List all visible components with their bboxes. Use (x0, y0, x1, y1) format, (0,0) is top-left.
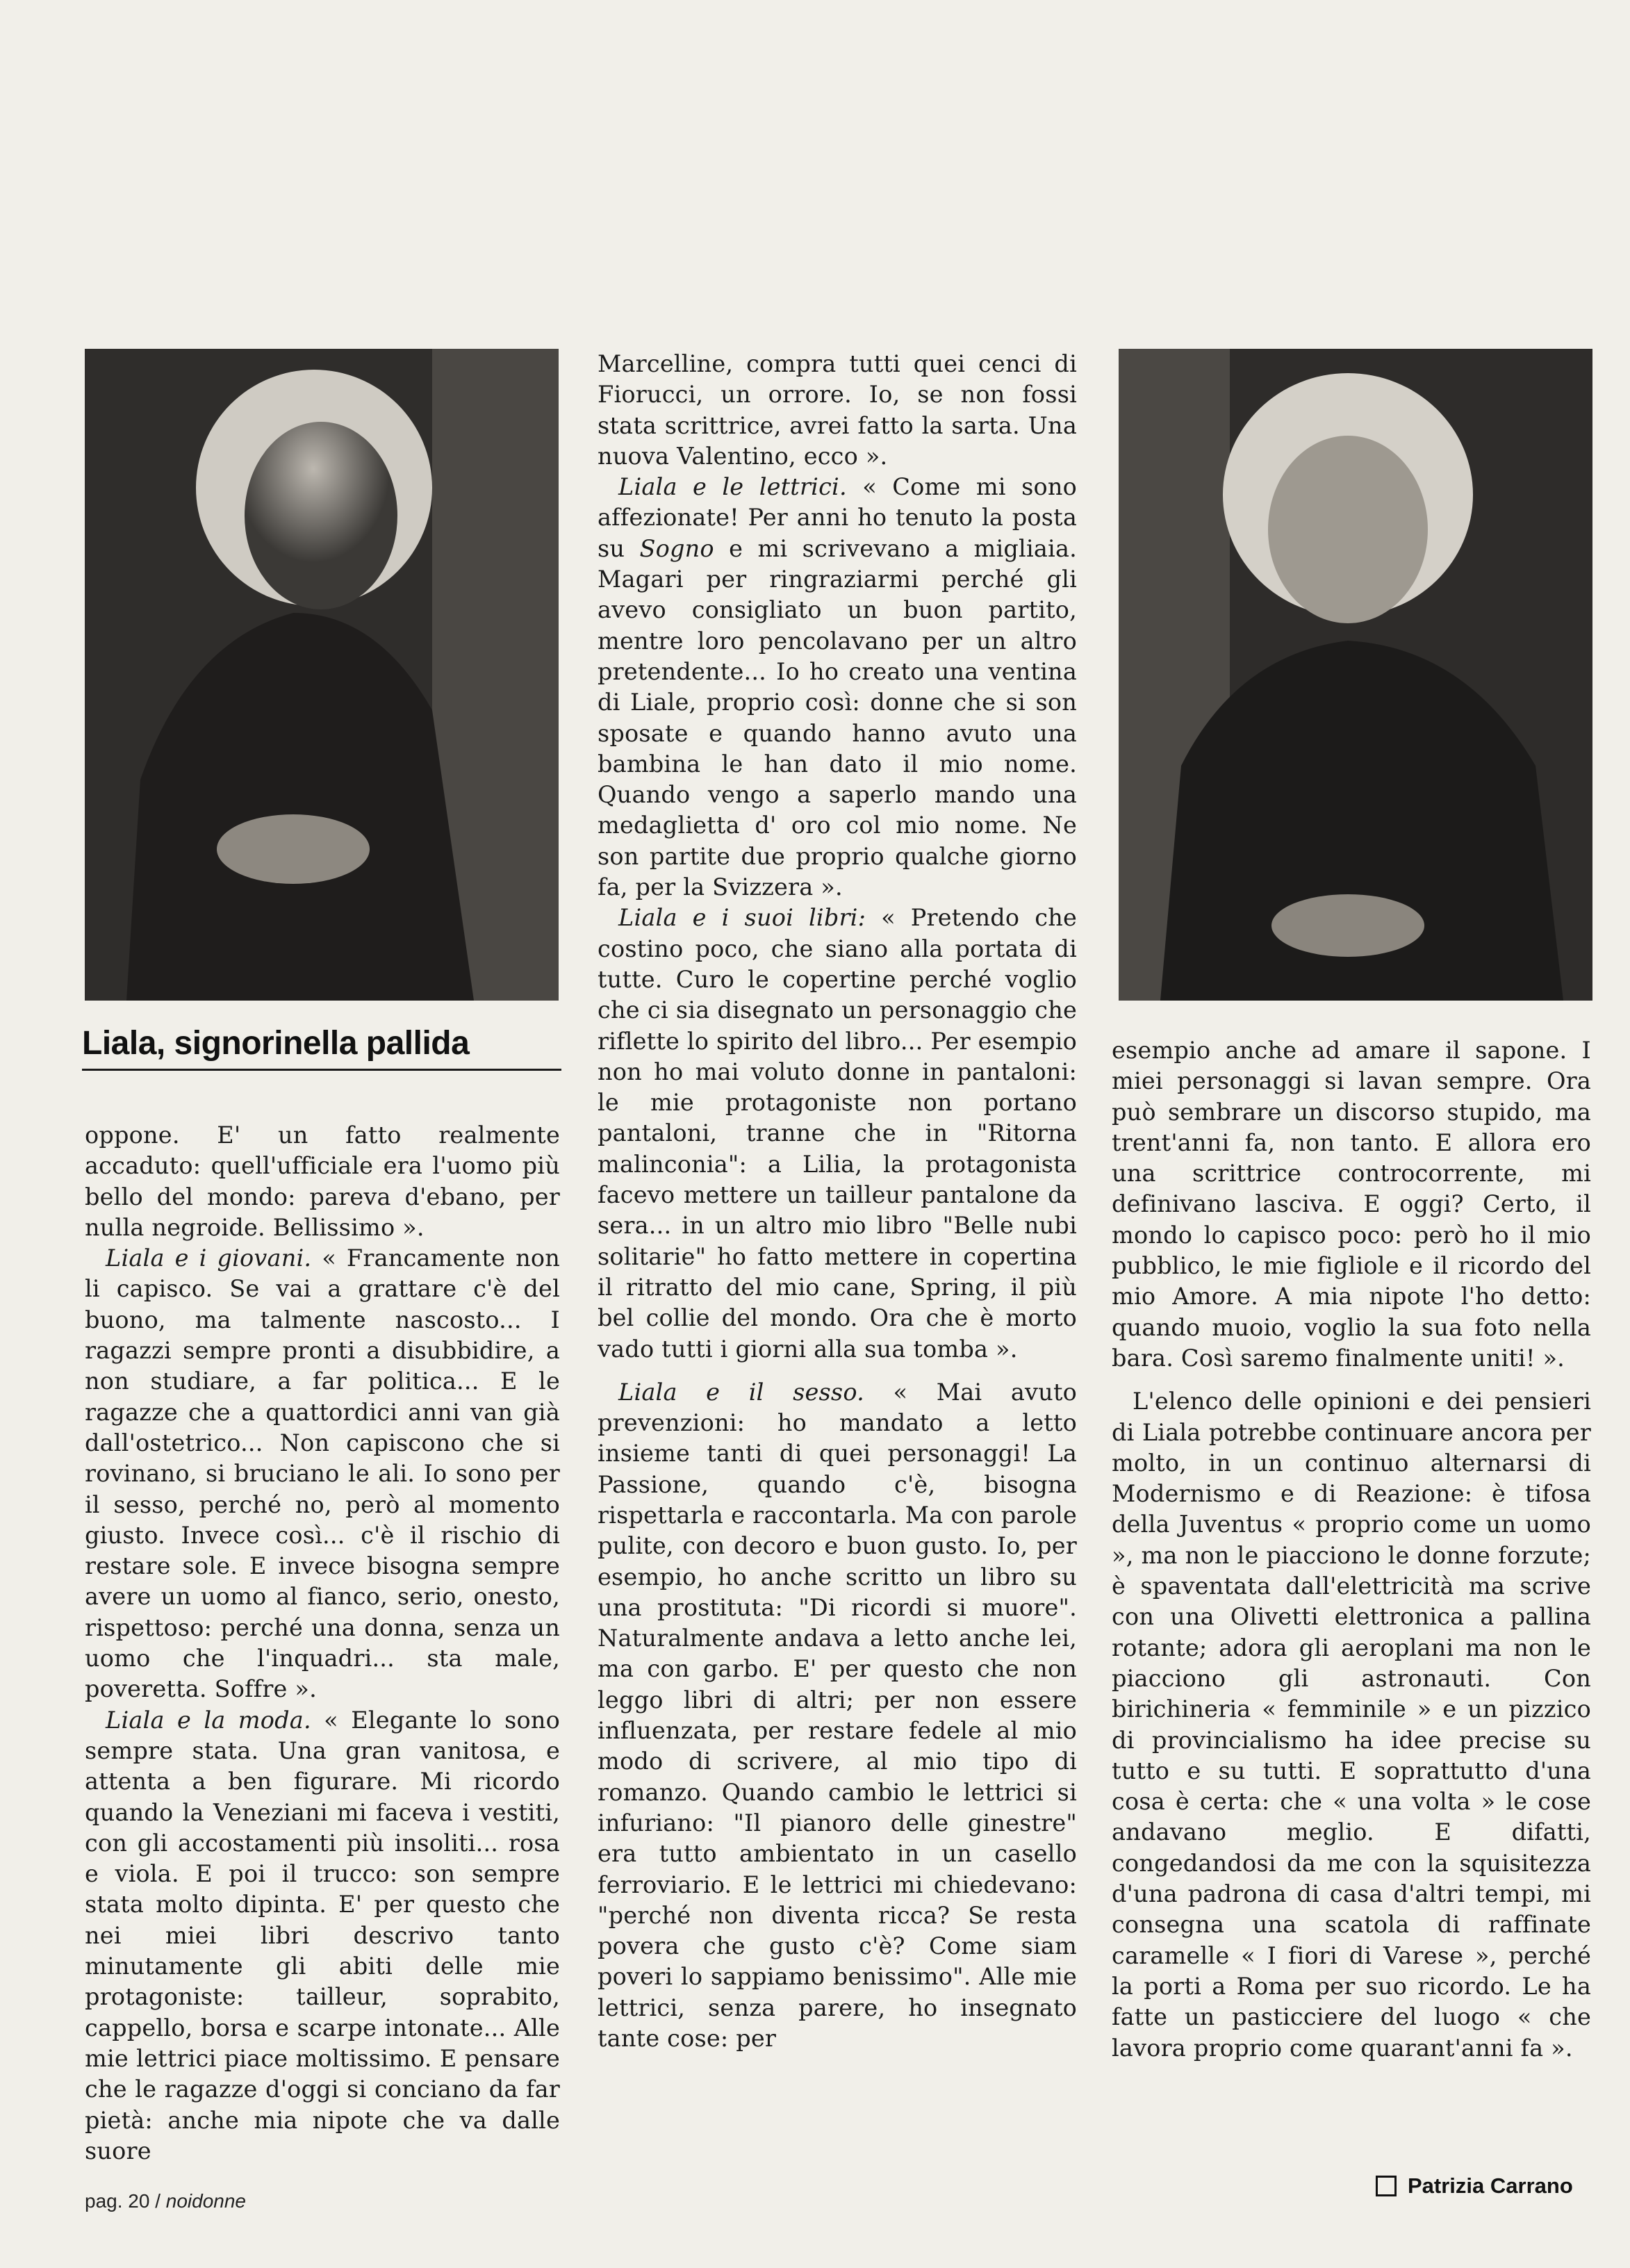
byline (1376, 2174, 1573, 2199)
page-footer: pag. 20 / noidonne (85, 2190, 246, 2212)
section-lead: Liala e la moda. (106, 1706, 311, 1734)
page-number: pag. 20 (85, 2190, 150, 2212)
section-lead: Liala e i giovani. (106, 1244, 312, 1272)
text-column-1 (85, 1120, 560, 2167)
paragraph: L'elenco delle opinioni e dei pensieri di Liala potrebbe continuare ancora per molto, in un continuo alternarsi di Modernismo e di Reazione: è tifosa della Juventus « proprio come un uomo », ma non le piacciono le donne forzute; è spaventata dall'elettricità ma scrive con una Olivetti elettronica a pallina rotante; adora gli aeroplani ma non le piacciono gli astronauti. Con birichineria « femminile » e un pizzico di provincialismo ha idee precise su tutto e su tutti. E soprattutto d'una cosa è certa: che « una volta » le cose andavano meglio. E difatti, congedandosi da me con la squisitezza d'una padrona di casa d'altri tempi, mi consegna una scatola di raffinate caramelle « I fiori di Varese », perché la porti a Roma per suo ricordo. Le ha fatte un pasticciere del luogo « che lavora proprio come quarant'anni fa ». (1112, 1388, 1591, 2062)
section-lead: Liala e i suoi libri: (618, 904, 866, 932)
section-lead: Liala e il sesso. (618, 1378, 864, 1406)
section-lead: Liala e le lettrici. (618, 473, 847, 501)
portrait-photo-right (1119, 349, 1592, 1001)
paragraph: Liala e i suoi libri: « Pretendo che costino poco, che siano alla portata di tutte. Curo le copertine perché voglio che ci sia disegnato un personaggio che riflette lo spirito del libro... Per esempio non ho mai voluto donne in pantaloni: le mie protagoniste non portano pantaloni, tranne che in "Ritorna malinconia": a Lilia, la protagonista facevo mettere un tailleur pantalone da sera... in un altro mio libro "Belle nubi solitarie" ho fatto mettere in copertina il ritratto del mio cane, Spring, il più bel collie del mondo. Ora che è morto vado tutti i giorni alla sua tomba ». (598, 904, 1077, 1363)
paragraph: oppone. E' un fatto realmente accaduto: quell'ufficiale era l'uomo più bello del mondo: pareva d'ebano, per nulla negroide. Bellissimo ». (85, 1121, 560, 1241)
paragraph: Liala e il sesso. « Mai avuto prevenzioni: ho mandato a letto insieme tanti di quei personaggi! La Passione, quando c'è, bisogna rispettarla e raccontarla. Ma con parole pulite, con decoro e buon gusto. Io, per esempio, ho anche scritto un libro su una prostituta: "Di ricordi si muore". Naturalmente andava a letto anche lei, ma con garbo. E' per questo che non leggo libri di altri; per non essere influenzata, per restare fedele al mio modo di scrivere, al mio tipo di romanzo. Quando cambio le lettrici si infuriano: "Il pianoro delle ginestre" era tutto ambientato in un casello ferroviario. E le lettrici mi chiedevano: "perché non diventa ricca? Se resta povera che gusto c'è? Come siam poveri lo sappiamo benissimo". Alle mie lettrici, senza parere, ho insegnato tante cose: per (598, 1378, 1077, 2053)
author-name: Patrizia Carrano (1408, 2174, 1573, 2198)
paragraph: esempio anche ad amare il sapone. I miei personaggi si lavan sempre. Ora può sembrare un discorso stupido, ma trent'anni fa, non tanto. E allora ero una scrittrice controcorrente, mi definivano lasciva. E oggi? Certo, il mondo lo capisco poco: però ho il mio pubblico, le mie figliole e il ricordo del mio Amore. A mia nipote l'ho detto: quando muoio, voglio la sua foto nella bara. Così saremo finalmente uniti! ». (1112, 1037, 1591, 1372)
magazine-name: noidonne (165, 2190, 246, 2212)
square-bullet-icon (1376, 2176, 1397, 2196)
portrait-photo-left (85, 349, 559, 1001)
text-column-2 (598, 349, 1077, 2054)
paragraph: Liala e la moda. « Elegante lo sono sempre stata. Una gran vanitosa, e attenta a ben figurare. Mi ricordo quando la Veneziani mi faceva i vestiti, con gli accostamenti più insoliti... rosa e viola. E poi il trucco: son sempre stata molto dipinta. E' per questo che nei miei libri descrivo tanto minutamente gli abiti delle mie protagoniste: tailleur, soprabito, cappello, borsa e scarpe intonate... Alle mie lettrici piace moltissimo. E pensare che le ragazze d'oggi si conciano da far pietà: anche mia nipote che va dalle suore (85, 1706, 560, 2164)
paragraph: Liala e i giovani. « Francamente non li capisco. Se vai a grattare c'è del buono, ma talmente nascosto... I ragazzi sempre pronti a disubbidire, a non studiare, a far politica... E le ragazze che a quattordici anni van già dall'ostetrico... Non capiscono che si rovinano, si bruciano le ali. Io sono per il sesso, perché no, però al momento giusto. Invece così... c'è il rischio di restare sole. E invece bisogna sempre avere un uomo al fianco, serio, onesto, rispettoso: perché una donna, senza un uomo che l'inquadri... sta male, poveretta. Soffre ». (85, 1244, 561, 1703)
paragraph: Marcelline, compra tutti quei cenci di Fiorucci, un orrore. Io, se non fossi stata scrittrice, avrei fatto la sarta. Una nuova Valentino, ecco ». (598, 350, 1077, 470)
text-column-3 (1112, 1035, 1591, 2064)
article-headline: Liala, signorinella pallida (82, 1023, 561, 1071)
paragraph: Liala e le lettrici. « Come mi sono affezionate! Per anni ho tenuto la posta su Sogno e mi scrivevano a migliaia. Magari per ringraziarmi perché gli avevo consigliato un buon partito, mentre loro pencolavano per un altro pretendente... Io ho creato una ventina di Liale, proprio così: donne che si son sposate e quando hanno avuto una bambina le han dato il mio nome. Quando vengo a saperlo mando una medaglietta d' oro col mio nome. Ne son partite due proprio qualche giorno fa, per la Svizzera ». (598, 473, 1077, 901)
